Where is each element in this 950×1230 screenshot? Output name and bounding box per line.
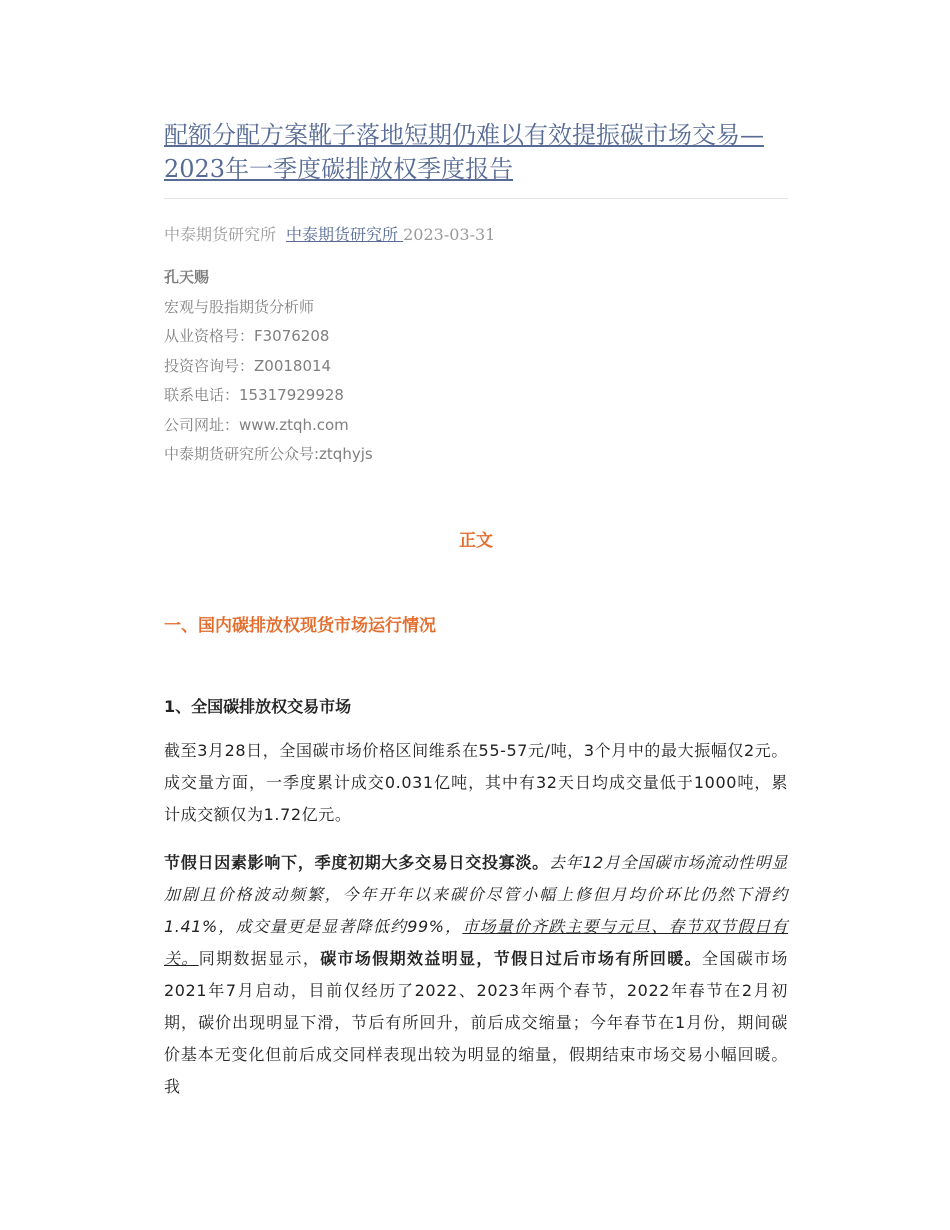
account-name-link[interactable]: 中泰期货研究所 bbox=[286, 225, 404, 244]
paragraph-2-bold-mid: 碳市场假期效益明显，节假日过后市场有所回暖。 bbox=[320, 948, 702, 968]
sub-heading-1: 1、全国碳排放权交易市场 bbox=[164, 696, 352, 716]
paragraph-2-underlined: 市场量价齐跌主要与元旦、春节双节假日有关。 bbox=[164, 916, 788, 968]
article-page bbox=[164, 118, 788, 1119]
publish-date: 2023-03-31 bbox=[403, 225, 496, 244]
company-website: 公司网址：www.ztqh.com bbox=[164, 415, 349, 434]
paragraph-2-plain-2: 全国碳市场2021年7月启动，目前仅经历了2022、2023年两个春节，2022年春节在2月初期，碳价出现明显下滑，节后有所回升，前后成交缩量；今年春节在1月份，期间碳价基本无变化但前后成交同样表现出较为明显的缩量，假期结束市场交易小幅回暖。我 bbox=[164, 948, 788, 1096]
author-role: 宏观与股指期货分析师 bbox=[164, 297, 315, 316]
paragraph-1: 截至3月28日，全国碳市场价格区间维系在55-57元/吨，3个月中的最大振幅仅2元。成交量方面，一季度累计成交0.031亿吨，其中有32天日均成交量低于1000吨，累计成交额仅为1.72亿元。 bbox=[164, 740, 788, 824]
article-title[interactable]: 配额分配方案靴子落地短期仍难以有效提振碳市场交易—2023年一季度碳排放权季度报告 bbox=[164, 118, 788, 199]
byline-source: 中泰期货研究所 bbox=[164, 225, 277, 244]
wechat-account: 中泰期货研究所公众号:ztqhyjs bbox=[164, 445, 373, 463]
article-byline bbox=[164, 221, 788, 249]
paragraph-2 bbox=[164, 847, 788, 1103]
paragraph-2-italic: 去年12月全国碳市场流动性明显加剧且价格波动频繁，今年开年以来碳价尽管小幅上修但月均价环比仍然下滑约1.41%，成交量更是显著降低约99%， bbox=[164, 852, 788, 936]
author-name: 孔天赐 bbox=[164, 268, 210, 286]
author-qualification: 从业资格号：F3076208 bbox=[164, 327, 330, 345]
author-consulting-number: 投资咨询号：Z0018014 bbox=[164, 356, 332, 375]
author-phone: 联系电话：15317929928 bbox=[164, 386, 344, 404]
section-heading-1: 一、国内碳排放权现货市场运行情况 bbox=[164, 615, 436, 636]
paragraph-2-bold-lead: 节假日因素影响下，季度初期大多交易日交投寡淡。 bbox=[164, 852, 549, 872]
body-label: 正文 bbox=[459, 530, 493, 551]
paragraph-2-plain-1: 同期数据显示， bbox=[198, 948, 321, 968]
author-info bbox=[164, 263, 788, 470]
